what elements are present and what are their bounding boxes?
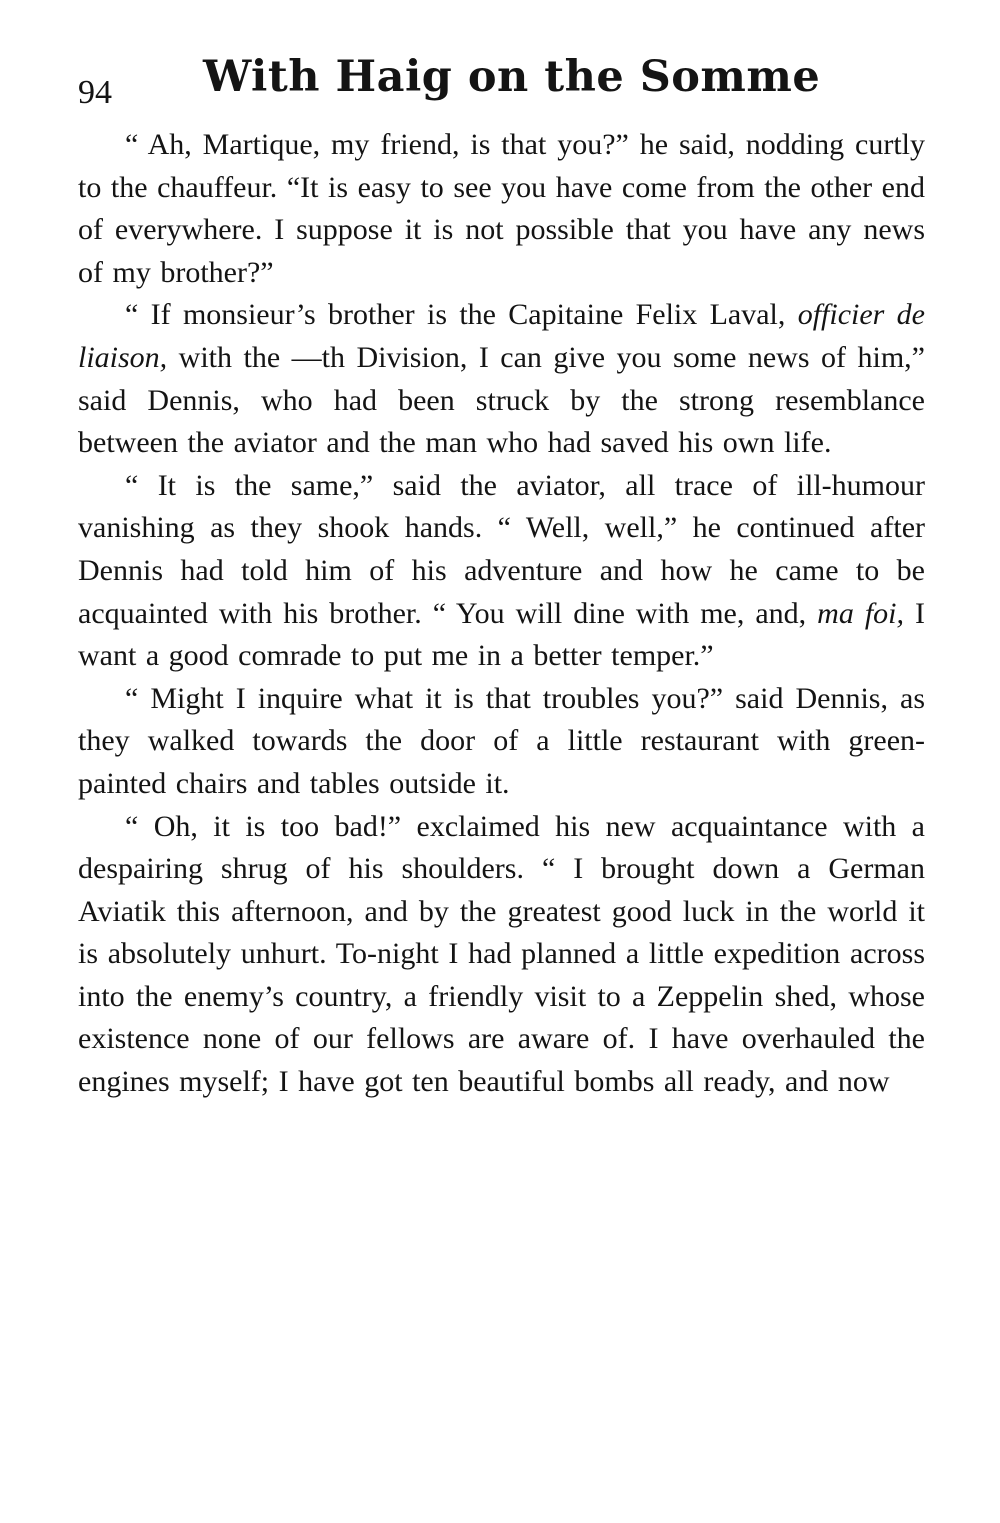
text-run: “ Oh, it is too bad!” exclaimed his new acquaintance with a despairing shrug of his shoulders. “ I brought down a German Aviatik this afternoon, and by the greatest good luck in the world it is absolutely unhurt. To-night I had planned a little expedition across into the enemy’s country, a friendly visit to a Zeppelin shed, whose existence none of our fellows are aware of. I have overhauled the engines myself; I have got ten beautiful bombs all ready, and now bbox=[78, 809, 925, 1099]
italic-phrase: officier de liaison, bbox=[78, 298, 925, 374]
paragraph bbox=[78, 806, 925, 1104]
page-header bbox=[78, 52, 928, 112]
text-run: “ Might I inquire what it is that troubles you?” said Dennis, as they walked towards the door of a little restaurant with green-painted chairs and tables outside it. bbox=[78, 681, 925, 800]
running-title: With Haig on the Somme bbox=[203, 52, 821, 102]
text-run: with the —th Division, I can give you some news of him,” said Dennis, who had been struck by the strong resemblance between the aviator and the man who had saved his own life. bbox=[78, 340, 925, 460]
paragraph bbox=[78, 465, 925, 678]
text-run: I want a good comrade to put me in a better temper.” bbox=[78, 596, 925, 673]
body-text bbox=[78, 124, 925, 1104]
paragraph bbox=[78, 678, 925, 806]
text-run: “ It is the same,” said the aviator, all trace of ill-humour vanishing as they shook hands. “ Well, well,” he continued after Dennis had told him of his adventure and how he came to be acquainted with his brother. “ You will dine with me, and, bbox=[78, 468, 925, 630]
text-run: “ If monsieur’s brother is the Capitaine Felix Laval, bbox=[125, 298, 798, 332]
paragraph bbox=[78, 294, 925, 464]
italic-phrase: ma foi, bbox=[817, 596, 904, 630]
paragraph bbox=[78, 124, 925, 294]
text-run: “ Ah, Martique, my friend, is that you?” he said, nodding curtly to the chauffeur. “It is easy to see you have come from the other end of everywhere. I suppose it is not possible that you have any news of my brother?” bbox=[78, 128, 925, 289]
page-number: 94 bbox=[78, 74, 112, 111]
